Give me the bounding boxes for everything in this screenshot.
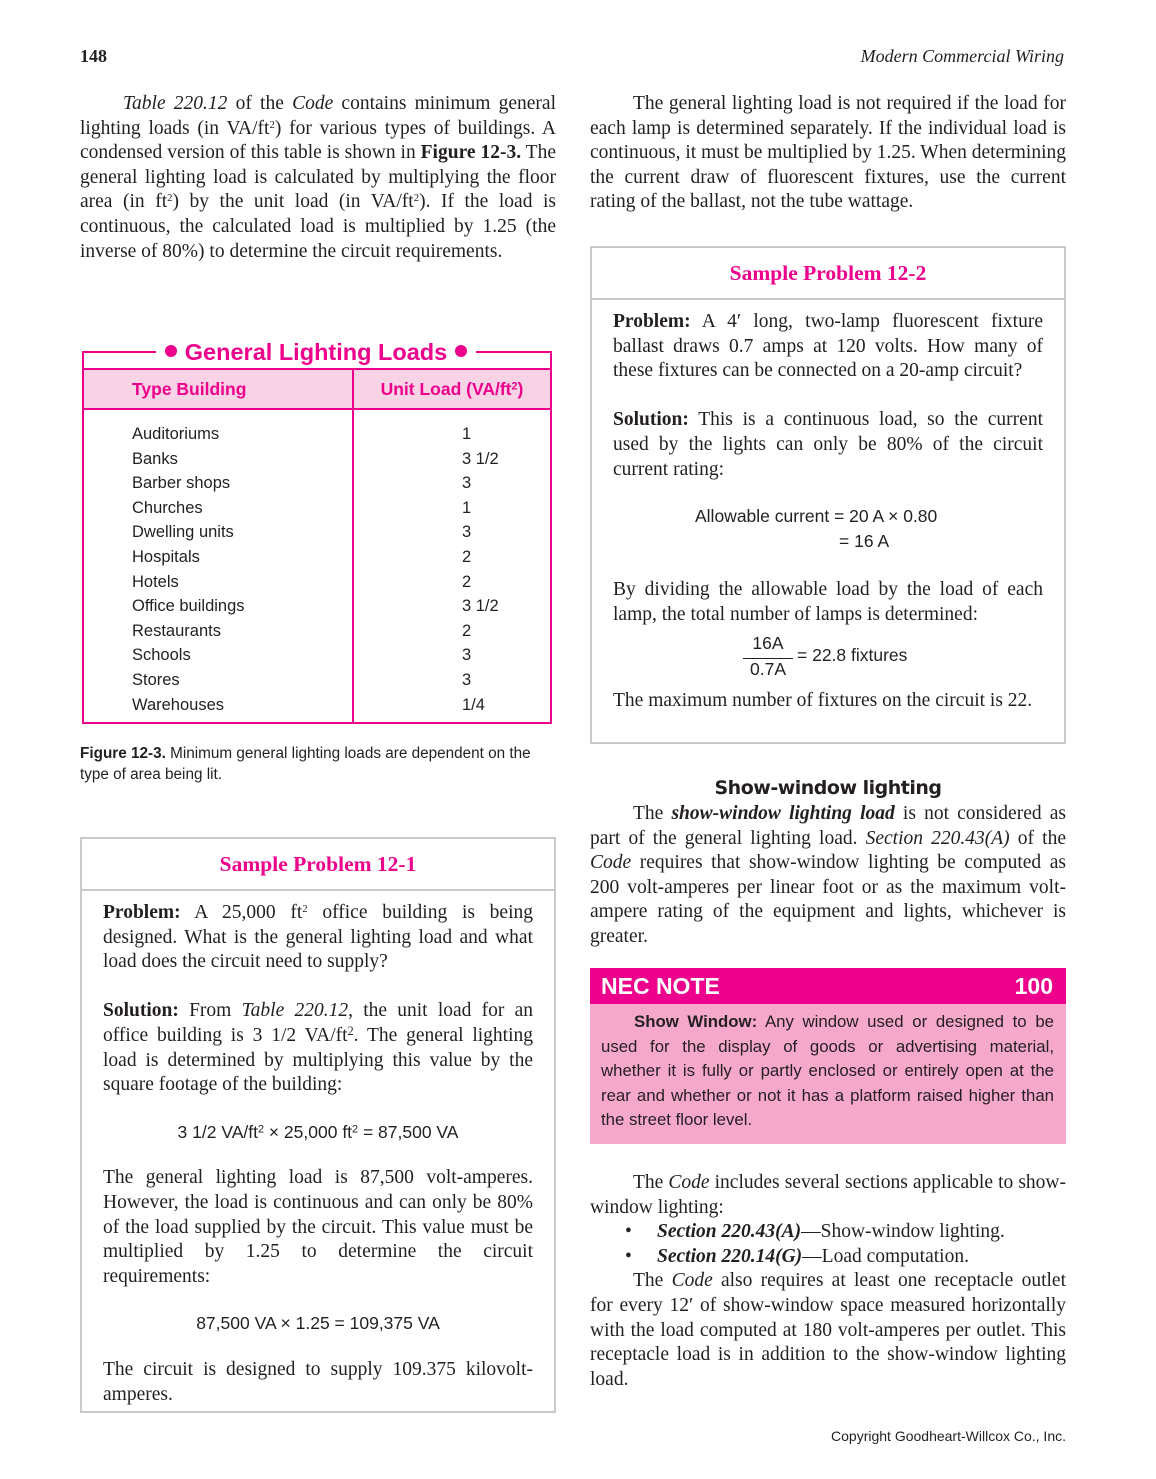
code-sections [590,1171,1066,1392]
equation-allowable-current [613,506,1043,558]
nec-note-box [590,968,1066,1144]
lighting-loads-table [84,368,550,722]
right-intro-paragraph [590,92,1066,215]
superscript: 2 [347,1023,354,1038]
list-item-text: —Show-window lighting. [801,1221,1005,1243]
paragraph-text: The general lighting load is not required if the load for each lamp is determined separately. If the individual load is continuous, it must be multiplied by 1.25. When determining the current draw of fluorescent fixtures, use the current rating of the ballast, not the tube wattage. [590,93,1066,213]
solution-label: Solution: [103,1000,179,1022]
list-item [590,1245,1066,1270]
nec-note-label: NEC NOTE [601,972,720,999]
receptacle-paragraph [590,1269,1066,1392]
building-type-cell: Barber shops [84,471,353,496]
building-type-cell: Hotels [84,570,353,595]
problem-statement [103,901,533,975]
table-row [84,594,550,619]
header-text: ) [517,378,524,399]
section-heading: Show-window lighting [714,777,942,799]
fraction-equation [613,633,1043,685]
bullet-dot-icon [165,345,177,357]
building-type-cell: Dwelling units [84,520,353,545]
text-run: also requires at least one receptacle outlet for every 12′ of show-window space measured horizontally with the load computed at 180 volt-amperes per outlet. This receptacle load is in addition to the show-window lighting load. [590,1270,1066,1390]
page-number: 148 [80,46,107,66]
text-run: of the [227,93,293,114]
explanation-paragraph: The general lighting load is 87,500 volt-amperes. However, the load is continuous and can only be 80% of the load supplied by the circuit. This value must be multiplied by 1.25 to determine the circuit requirements: [103,1167,533,1287]
building-type-cell: Warehouses [84,693,353,723]
table-reference: Table 220.12 [123,93,228,114]
table-row [84,447,550,472]
unit-load-cell: 3 1/2 [462,449,499,468]
equation-text: × 25,000 ft [263,1121,353,1142]
equation-text: 3 1/2 VA/ft [177,1121,258,1142]
section-list [590,1220,1066,1269]
superscript: 2 [302,903,308,916]
bullet-dot-icon [455,345,467,357]
text-run: includes several sections applicable to show-window lighting: [590,1172,1066,1218]
table-row [84,693,550,723]
building-type-cell: Auditoriums [84,409,353,447]
equation-line: = 16 A [839,531,890,552]
general-lighting-loads-figure [82,338,552,724]
figure-table [82,368,552,724]
column-header-type-building: Type Building [84,369,353,409]
table-row [84,668,550,693]
text-run: The [633,1270,672,1292]
fraction-denominator: 0.7A [750,659,786,680]
caption-label: Figure 12-3. [80,745,166,762]
defined-term: Show Window: [634,1012,758,1031]
conclusion: The maximum number of fixtures on the circuit is 22. [613,690,1033,712]
table-row [84,545,550,570]
sample-problem-content [82,891,554,1407]
list-item-text: —Load computation. [802,1245,969,1267]
building-type-cell: Stores [84,668,353,693]
equation-line: Allowable current = 20 A × 0.80 [695,506,938,527]
unit-load-cell: 2 [462,621,472,640]
text-run: of the [1009,827,1066,849]
unit-load-cell: 1 [462,425,472,443]
table-row [84,471,550,496]
text-run: ) by the unit load (in VA/ft [172,191,414,213]
text-run: , the unit load for an office building is 3 1/2 VA/ft [103,1000,534,1046]
superscript: 2 [269,118,275,131]
definition-text: Any window used or designed to be used for the display of goods or advertising material, whether it is fully or partly enclosed or entirely open at the rear and whether or not it has a platform raised higher than the street floor level. [601,1012,1054,1130]
text-run: ) for various types of buildings. A condensed version of this table is shown in [80,117,557,164]
text-run: A 25,000 ft [180,902,303,923]
explanation-paragraph: By dividing the allowable load by the load of each lamp, the total number of lamps is determined: [613,579,1043,625]
unit-load-cell: 3 [462,474,472,493]
table-row [84,619,550,644]
table-body [84,409,550,722]
solution-statement [613,408,1043,482]
code-reference: Code [292,93,334,114]
table-reference: Table 220.12 [241,1000,349,1022]
building-type-cell: Schools [84,643,353,668]
key-term: show-window lighting load [671,803,895,824]
unit-load-cell: 1/4 [462,695,485,714]
text-run: A 4′ long, two-lamp fluorescent fixture ballast draws 0.7 amps at 120 volts. How many of these fixtures can be connected on a 20-amp circuit? [613,311,1043,382]
unit-load-cell: 3 1/2 [462,597,499,616]
caption-text: Minimum general lighting loads are dependent on the type of area being lit. [80,745,531,783]
text-run: . The general lighting load is determined by multiplying this value by the square footage of the building: [103,1024,534,1096]
code-reference: Code [671,1270,713,1292]
building-type-cell: Office buildings [84,594,353,619]
text-run: The [633,803,672,824]
code-reference: Code [668,1172,710,1193]
problem-label: Problem: [613,311,691,332]
superscript: 2 [257,1123,264,1136]
sample-problem-12-2 [590,246,1066,744]
table-row [84,520,550,545]
equation-circuit-requirement: 87,500 VA × 1.25 = 109,375 VA [196,1313,440,1334]
figure-title [156,338,476,366]
text-run: From [178,1000,242,1022]
superscript: 2 [413,192,420,205]
superscript: 2 [167,192,173,205]
equation-text: = 87,500 VA [358,1121,459,1142]
code-sections-intro [590,1171,1066,1220]
bullet-icon: • [625,1245,632,1267]
nec-note-number: 100 [1014,972,1053,999]
running-title: Modern Commercial Wiring [860,46,1064,66]
building-type-cell: Churches [84,496,353,521]
section-reference: Section 220.43(A) [657,1221,802,1243]
unit-load-cell: 3 [462,670,472,689]
table-row [84,496,550,521]
text-run: office building is being designed. What is the general lighting load and what load does the circuit need to supply? [103,902,533,973]
bullet-icon: • [625,1221,632,1243]
text-run: requires that show-window lighting be computed as 200 volt-amperes per linear foot or as the maximum volt-ampere rating of the equipment and lights, whichever is greater. [590,852,1066,947]
code-reference: Code [590,852,632,874]
table-row [84,409,550,447]
left-intro-paragraph [80,92,556,264]
section-reference: Section 220.14(G) [657,1245,803,1267]
fraction-numerator: 16A [752,633,784,654]
text-run: contains minimum general lighting loads (in VA/ft [80,93,556,139]
text-run: The general lighting load is calculated by multiplying the floor area (in ft [80,142,556,213]
column-header-unit-load [353,369,550,409]
figure-caption [80,743,560,785]
nec-note-body [590,1004,1066,1144]
solution-label: Solution: [613,409,689,431]
problem-statement [613,310,1043,384]
superscript: 2 [511,380,518,393]
fraction-result: = 22.8 fixtures [797,645,908,666]
unit-load-cell: 2 [462,547,472,566]
building-type-cell: Banks [84,447,353,472]
sample-problem-title: Sample Problem 12-2 [592,248,1064,300]
building-type-cell: Hospitals [84,545,353,570]
text-run: This is a continuous load, so the current used by the lights can only be 80% of the circuit current rating: [613,409,1043,480]
solution-statement [103,999,533,1097]
copyright-notice: Copyright Goodheart-Willcox Co., Inc. [831,1428,1066,1444]
conclusion: The circuit is designed to supply 109.375 kilovolt-amperes. [103,1358,533,1405]
text-run: is not considered as part of the general lighting load. [590,803,1066,849]
unit-load-cell: 3 [462,646,472,665]
problem-label: Problem: [103,902,181,923]
sample-problem-title: Sample Problem 12-1 [82,839,554,891]
show-window-paragraph [590,802,1066,950]
section-reference: Section 220.43(A) [865,827,1010,849]
table-row [84,570,550,595]
figure-title-text: General Lighting Loads [184,339,448,365]
unit-load-cell: 2 [462,572,472,591]
superscript: 2 [352,1123,359,1136]
text-run: The [633,1172,669,1193]
sample-problem-12-1 [80,837,556,1413]
equation-general-lighting-load [103,1120,533,1145]
header-text: Unit Load (VA/ft [380,378,512,399]
table-header-row [84,369,550,409]
list-item [590,1220,1066,1245]
title-rule-right [476,351,552,353]
building-type-cell: Restaurants [84,619,353,644]
nec-note-header [590,968,1066,1004]
unit-load-cell: 3 [462,523,472,542]
figure-reference: Figure 12-3. [420,142,522,164]
text-run: ). If the load is continuous, the calculated load is multiplied by 1.25 (the inverse of 80%) to determine the circuit requirements. [80,191,556,262]
title-rule-left [82,351,156,353]
figure-title-row [82,338,552,368]
unit-load-cell: 1 [462,498,472,517]
table-row [84,643,550,668]
sample-problem-content [592,300,1064,714]
